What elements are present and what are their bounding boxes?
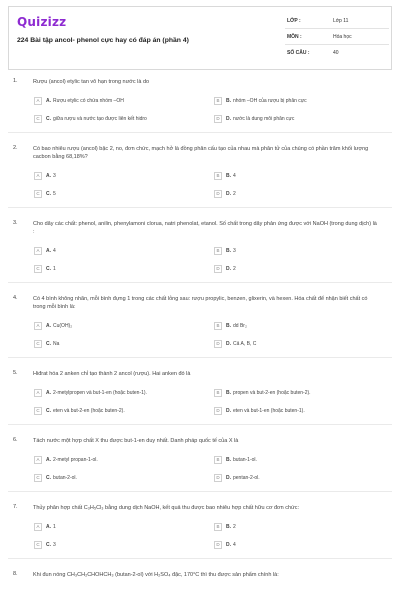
option-label: A. bbox=[46, 97, 51, 104]
answer-option-d[interactable] bbox=[214, 472, 384, 483]
option-label: D. bbox=[226, 340, 231, 347]
answer-option-c[interactable] bbox=[34, 113, 204, 124]
question-text: Hiđrat hóa 2 anken chỉ tạo thành 2 ancol (rượu). Hai anken đó là bbox=[33, 371, 191, 377]
option-letter-box: D bbox=[214, 115, 222, 123]
answer-option-d[interactable] bbox=[214, 188, 384, 199]
option-letter-box: D bbox=[214, 541, 222, 549]
option-letter-box: C bbox=[34, 265, 42, 273]
option-letter-box: B bbox=[214, 97, 222, 105]
question-text: Thủy phân hợp chất C₃H₅Cl₃ bằng dung dịch NaOH, kết quả thu được bao nhiêu hợp chất hữu cơ đơn chức: bbox=[33, 505, 300, 511]
option-letter-box: A bbox=[34, 523, 42, 531]
option-letter-box: A bbox=[34, 97, 42, 105]
option-text: Rượu etylic có chứa nhóm –OH bbox=[53, 97, 124, 104]
option-text: 1 bbox=[53, 265, 56, 272]
option-letter-box: D bbox=[214, 474, 222, 482]
answer-options bbox=[34, 320, 384, 349]
answer-option-c[interactable] bbox=[34, 539, 204, 550]
answer-option-d[interactable] bbox=[214, 539, 384, 550]
option-label: C. bbox=[46, 265, 51, 272]
option-text: nhóm –OH của rượu bị phân cực bbox=[233, 97, 307, 104]
option-text: 1 bbox=[53, 523, 56, 530]
answer-options bbox=[34, 454, 384, 483]
option-label: D. bbox=[226, 474, 231, 481]
option-text: butan-1-ol. bbox=[233, 456, 257, 463]
question-list bbox=[0, 78, 400, 591]
question-number: 6. bbox=[13, 437, 18, 443]
option-text: eten và but-1-en (hoặc buten-1). bbox=[233, 407, 305, 414]
meta-key: SỐ CÂU : bbox=[287, 49, 310, 56]
answer-option-d[interactable] bbox=[214, 113, 384, 124]
option-text: 3 bbox=[53, 172, 56, 179]
option-text: Cu(OH)₂ bbox=[53, 322, 73, 329]
question-divider bbox=[8, 491, 392, 492]
option-label: A. bbox=[46, 389, 51, 396]
option-text: propen và but-2-en (hoặc buten-2). bbox=[233, 389, 311, 396]
answer-options bbox=[34, 521, 384, 550]
answer-option-c[interactable] bbox=[34, 263, 204, 274]
option-letter-box: B bbox=[214, 322, 222, 330]
option-letter-box: C bbox=[34, 190, 42, 198]
option-text: 4 bbox=[233, 172, 236, 179]
option-label: B. bbox=[226, 322, 231, 329]
question-number: 7. bbox=[13, 504, 18, 510]
option-letter-box: A bbox=[34, 247, 42, 255]
question-item bbox=[0, 220, 400, 283]
option-label: D. bbox=[226, 190, 231, 197]
option-text: dd Br₂ bbox=[233, 322, 247, 329]
option-label: C. bbox=[46, 407, 51, 414]
answer-option-c[interactable] bbox=[34, 188, 204, 199]
option-text: pentan-2-ol. bbox=[233, 474, 260, 481]
worksheet-meta bbox=[285, 13, 389, 60]
option-label: B. bbox=[226, 172, 231, 179]
option-letter-box: B bbox=[214, 172, 222, 180]
quizizz-logo: Quizizz bbox=[17, 15, 67, 29]
option-label: A. bbox=[46, 456, 51, 463]
option-text: 2 bbox=[233, 190, 236, 197]
option-letter-box: C bbox=[34, 541, 42, 549]
answer-option-b[interactable] bbox=[214, 95, 384, 106]
question-item bbox=[0, 145, 400, 208]
answer-option-d[interactable] bbox=[214, 405, 384, 416]
option-label: A. bbox=[46, 247, 51, 254]
question-number: 4. bbox=[13, 295, 18, 301]
question-text: Có 4 bình không nhãn, mỗi bình đựng 1 trong các chất lỏng sau: rượu propylic, benzen, glixerin, và hexen. Hóa chất để nhận biết chất có trong mỗi bình là: bbox=[33, 296, 368, 310]
option-text: giữa rượu và nước tạo được liên kết hidro bbox=[53, 115, 147, 122]
question-divider bbox=[8, 132, 392, 133]
option-label: C. bbox=[46, 340, 51, 347]
option-text: eten và but-2-en (hoặc buten-2). bbox=[53, 407, 125, 414]
answer-option-b[interactable] bbox=[214, 170, 384, 181]
option-letter-box: B bbox=[214, 247, 222, 255]
option-letter-box: A bbox=[34, 456, 42, 464]
answer-option-b[interactable] bbox=[214, 245, 384, 256]
option-label: B. bbox=[226, 456, 231, 463]
option-text: 4 bbox=[233, 541, 236, 548]
option-label: B. bbox=[226, 389, 231, 396]
meta-value: 40 bbox=[333, 49, 339, 56]
answer-option-a[interactable] bbox=[34, 454, 204, 465]
answer-option-a[interactable] bbox=[34, 245, 204, 256]
meta-value: Lớp 11 bbox=[333, 17, 349, 24]
option-label: B. bbox=[226, 97, 231, 104]
option-letter-box: D bbox=[214, 265, 222, 273]
answer-option-b[interactable] bbox=[214, 320, 384, 331]
question-item bbox=[0, 437, 400, 492]
option-text: 5 bbox=[53, 190, 56, 197]
option-text: 4 bbox=[53, 247, 56, 254]
question-number: 8. bbox=[13, 571, 18, 577]
answer-option-b[interactable] bbox=[214, 454, 384, 465]
answer-option-a[interactable] bbox=[34, 170, 204, 181]
question-text: Có bao nhiêu rượu (ancol) bậc 2, no, đơn chức, mạch hở là đồng phân cấu tạo của nhau mà phân tử của chúng có phần trăm khối lượng cacbon bằng 68,18%? bbox=[33, 146, 369, 160]
answer-option-c[interactable] bbox=[34, 472, 204, 483]
meta-row-subject bbox=[285, 29, 389, 45]
option-text: 2-metylpropen và but-1-en (hoặc buten-1). bbox=[53, 389, 147, 396]
option-letter-box: D bbox=[214, 190, 222, 198]
option-text: Na bbox=[53, 340, 60, 347]
option-letter-box: D bbox=[214, 340, 222, 348]
answer-options bbox=[34, 95, 384, 124]
answer-option-c[interactable] bbox=[34, 405, 204, 416]
meta-value: Hóa học bbox=[333, 33, 352, 40]
option-letter-box: A bbox=[34, 172, 42, 180]
option-letter-box: B bbox=[214, 389, 222, 397]
option-text: nước là dung môi phân cực bbox=[233, 115, 295, 122]
answer-option-b[interactable] bbox=[214, 521, 384, 532]
question-text: Rượu (ancol) etylic tan vô hạn trong nước là do bbox=[33, 79, 150, 85]
option-letter-box: C bbox=[34, 115, 42, 123]
question-item bbox=[0, 571, 400, 579]
option-letter-box: A bbox=[34, 389, 42, 397]
question-divider bbox=[8, 424, 392, 425]
question-number: 5. bbox=[13, 370, 18, 376]
question-text: Cho dãy các chất: phenol, anilin, phenylamoni clorua, natri phenolat, etanol. Số chất trong dãy phản ứng được với NaOH (trong dung dịch) là : bbox=[33, 221, 377, 235]
option-label: C. bbox=[46, 190, 51, 197]
worksheet-header bbox=[8, 6, 392, 70]
option-label: B. bbox=[226, 247, 231, 254]
option-text: 2 bbox=[233, 265, 236, 272]
question-number: 2. bbox=[13, 145, 18, 151]
meta-row-count bbox=[285, 45, 389, 60]
option-label: C. bbox=[46, 474, 51, 481]
option-text: butan-2-ol. bbox=[53, 474, 77, 481]
question-divider bbox=[8, 207, 392, 208]
answer-options bbox=[34, 245, 384, 274]
meta-key: MÔN : bbox=[287, 33, 302, 40]
option-letter-box: D bbox=[214, 407, 222, 415]
question-number: 1. bbox=[13, 78, 18, 84]
question-text: Tách nước một hợp chất X thu được but-1-en duy nhất. Danh pháp quốc tế của X là bbox=[33, 438, 239, 444]
option-label: D. bbox=[226, 407, 231, 414]
meta-key: LỚP : bbox=[287, 17, 301, 24]
question-text: Khi đun nóng CH₃CH₂CHOHCH₃ (butan-2-ol) với H₂SO₄ đặc, 170°C thì thu được sản phẩm chính là: bbox=[33, 572, 279, 578]
question-item bbox=[0, 504, 400, 559]
option-text: Cả A, B, C bbox=[233, 340, 257, 347]
question-divider bbox=[8, 357, 392, 358]
answer-options bbox=[34, 387, 384, 416]
meta-row-class bbox=[285, 13, 389, 29]
option-label: A. bbox=[46, 172, 51, 179]
answer-option-a[interactable] bbox=[34, 521, 204, 532]
option-label: D. bbox=[226, 115, 231, 122]
answer-option-d[interactable] bbox=[214, 338, 384, 349]
option-letter-box: C bbox=[34, 474, 42, 482]
question-item bbox=[0, 295, 400, 358]
worksheet-title: 224 Bài tập ancol- phenol cực hay có đáp án (phần 4) bbox=[17, 37, 189, 44]
option-label: C. bbox=[46, 115, 51, 122]
option-label: D. bbox=[226, 541, 231, 548]
option-label: B. bbox=[226, 523, 231, 530]
answer-option-c[interactable] bbox=[34, 338, 204, 349]
option-label: C. bbox=[46, 541, 51, 548]
answer-option-b[interactable] bbox=[214, 387, 384, 398]
option-letter-box: B bbox=[214, 456, 222, 464]
option-text: 2-metyl propan-1-ol. bbox=[53, 456, 98, 463]
question-divider bbox=[8, 558, 392, 559]
answer-option-a[interactable] bbox=[34, 320, 204, 331]
question-item bbox=[0, 370, 400, 425]
question-divider bbox=[8, 282, 392, 283]
option-letter-box: B bbox=[214, 523, 222, 531]
answer-option-d[interactable] bbox=[214, 263, 384, 274]
option-text: 3 bbox=[53, 541, 56, 548]
answer-option-a[interactable] bbox=[34, 387, 204, 398]
option-label: A. bbox=[46, 523, 51, 530]
option-text: 2 bbox=[233, 523, 236, 530]
option-letter-box: A bbox=[34, 322, 42, 330]
option-letter-box: C bbox=[34, 407, 42, 415]
option-letter-box: C bbox=[34, 340, 42, 348]
option-label: A. bbox=[46, 322, 51, 329]
option-text: 3 bbox=[233, 247, 236, 254]
question-item bbox=[0, 78, 400, 133]
answer-options bbox=[34, 170, 384, 199]
answer-option-a[interactable] bbox=[34, 95, 204, 106]
option-label: D. bbox=[226, 265, 231, 272]
question-number: 3. bbox=[13, 220, 18, 226]
